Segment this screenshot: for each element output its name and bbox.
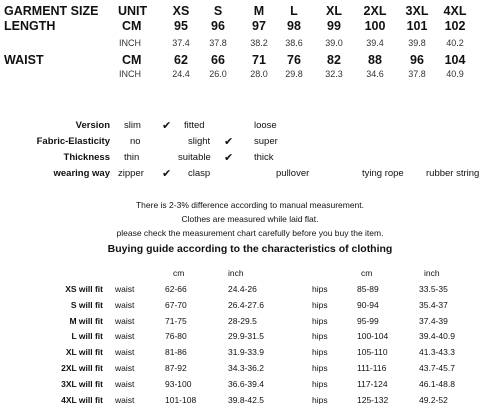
waist-cm-range: 62-66: [165, 284, 187, 294]
waist-inch-range: 24.4-26: [228, 284, 257, 294]
size-fit-label: M will fit: [69, 315, 103, 326]
length-inch-value: 38.2: [250, 38, 268, 48]
size-header-3xl: 3XL: [405, 4, 429, 18]
col-header-inch: inch: [424, 268, 440, 278]
attr-label-fabric-elasticity: Fabric-Elasticity: [36, 136, 110, 147]
length-inch-value: 39.8: [408, 38, 426, 48]
attr-option: pullover: [276, 168, 310, 179]
size-fit-label: XL will fit: [65, 347, 103, 358]
hips-inch-range: 49.2-52: [419, 394, 448, 404]
hips-label: hips: [312, 378, 328, 389]
hips-label: hips: [312, 363, 328, 373]
waist-cm-range: 71-75: [165, 315, 187, 326]
col-header-inch: inch: [228, 268, 244, 278]
waist-label: WAIST: [4, 53, 44, 67]
hips-cm-range: 95-99: [357, 315, 379, 326]
waist-inch-value: 40.9: [446, 69, 464, 79]
waist-inch-value: 37.8: [408, 69, 426, 79]
length-inch-value: 39.4: [366, 38, 384, 48]
length-cm-value: 98: [287, 19, 301, 33]
attr-option: rubber string: [426, 168, 480, 179]
hips-cm-range: 111-116: [357, 363, 387, 373]
attr-option: slight: [188, 136, 211, 147]
hips-label: hips: [312, 284, 328, 294]
size-fit-label: 2XL will fit: [61, 363, 103, 373]
hips-inch-range: 46.1-48.8: [419, 378, 455, 389]
waist-cm-range: 81-86: [165, 347, 187, 358]
waist-inch-value: 32.3: [325, 69, 343, 79]
note-line: There is 2-3% difference according to manual measurement.: [135, 200, 365, 210]
waist-inch-value: 28.0: [250, 69, 268, 79]
hips-inch-range: 33.5-35: [419, 284, 448, 294]
hips-inch-range: 37.4-39: [419, 315, 448, 326]
waist-inch-range: 28-29.5: [228, 315, 257, 326]
attr-option: super: [254, 136, 278, 147]
hips-label: hips: [312, 331, 328, 342]
length-cm-value: 101: [406, 19, 428, 33]
attr-option: slim: [124, 120, 141, 131]
attr-option: fitted: [184, 120, 205, 131]
waist-label: waist: [115, 394, 135, 404]
length-inch-value: 37.8: [209, 38, 227, 48]
note-line: Clothes are measured while laid flat.: [181, 214, 319, 224]
waist-cm-value: 88: [368, 53, 382, 67]
length-cm-value: 102: [444, 19, 466, 33]
waist-label: waist: [115, 363, 135, 373]
length-cm-value: 97: [252, 19, 266, 33]
attr-option: tying rope: [362, 168, 404, 179]
attr-option: zipper: [118, 168, 144, 179]
waist-inch-unit: INCH: [119, 69, 141, 79]
unit-header: UNIT: [118, 4, 148, 18]
size-header-4xl: 4XL: [443, 4, 467, 18]
check-icon: ✔: [162, 168, 172, 180]
waist-cm-value: 76: [287, 53, 301, 67]
waist-label: waist: [115, 299, 135, 310]
hips-cm-range: 90-94: [357, 299, 379, 310]
hips-inch-range: 41.3-43.3: [419, 347, 455, 358]
waist-inch-value: 34.6: [366, 69, 384, 79]
attr-option: thin: [124, 152, 140, 163]
buying-guide-title: Buying guide according to the characteristics of clothing: [107, 243, 393, 255]
hips-label: hips: [312, 315, 328, 326]
length-inch-value: 37.4: [172, 38, 190, 48]
waist-cm-range: 76-80: [165, 331, 187, 342]
waist-label: waist: [115, 331, 135, 342]
col-header-cm: cm: [361, 268, 373, 278]
hips-cm-range: 85-89: [357, 284, 379, 294]
hips-inch-range: 43.7-45.7: [419, 363, 455, 373]
waist-label: waist: [115, 378, 135, 389]
check-icon: ✔: [224, 136, 234, 148]
waist-cm-value: 62: [174, 53, 188, 67]
size-fit-label: S will fit: [70, 299, 103, 310]
attr-option: no: [130, 136, 141, 147]
size-fit-label: 4XL will fit: [61, 394, 103, 404]
waist-cm-range: 87-92: [165, 363, 187, 373]
hips-label: hips: [312, 299, 328, 310]
waist-inch-range: 29.9-31.5: [228, 331, 264, 342]
waist-inch-range: 34.3-36.2: [228, 363, 264, 373]
length-inch-value: 40.2: [446, 38, 464, 48]
size-header-xs: XS: [172, 4, 190, 18]
waist-cm-value: 104: [444, 53, 466, 67]
waist-cm-range: 93-100: [165, 378, 192, 389]
waist-inch-range: 26.4-27.6: [228, 299, 264, 310]
hips-inch-range: 35.4-37: [419, 299, 448, 310]
length-cm-value: 100: [364, 19, 386, 33]
attr-label-thickness: Thickness: [63, 152, 110, 163]
length-inch-unit: INCH: [119, 38, 141, 48]
waist-inch-range: 36.6-39.4: [228, 378, 264, 389]
hips-cm-range: 125-132: [357, 394, 389, 404]
size-header-s: S: [213, 4, 223, 18]
waist-cm-range: 67-70: [165, 299, 187, 310]
waist-cm-value: 66: [211, 53, 225, 67]
garment-size-header: GARMENT SIZE: [4, 4, 99, 18]
attr-label-version: Version: [75, 120, 110, 131]
hips-label: hips: [312, 394, 328, 404]
note-line: please check the measurement chart carefully before you buy the item.: [116, 228, 384, 238]
size-header-xl: XL: [326, 4, 342, 18]
waist-cm-value: 82: [327, 53, 341, 67]
length-cm-value: 95: [174, 19, 188, 33]
waist-cm-range: 101-108: [165, 394, 197, 404]
hips-cm-range: 100-104: [357, 331, 389, 342]
waist-label: waist: [115, 347, 135, 358]
length-cm-value: 99: [327, 19, 341, 33]
attr-option: clasp: [188, 168, 211, 179]
length-cm-value: 96: [211, 19, 225, 33]
length-inch-value: 39.0: [325, 38, 343, 48]
check-icon: ✔: [162, 120, 172, 132]
size-fit-label: L will fit: [71, 331, 103, 342]
waist-inch-range: 31.9-33.9: [228, 347, 264, 358]
size-header-m: M: [253, 4, 265, 18]
waist-cm-value: 96: [410, 53, 424, 67]
waist-cm-unit: CM: [122, 53, 142, 67]
attr-option: loose: [254, 120, 277, 131]
waist-cm-value: 71: [252, 53, 266, 67]
length-label: LENGTH: [4, 19, 56, 33]
size-header-l: L: [290, 4, 298, 18]
col-header-cm: cm: [173, 268, 185, 278]
waist-inch-value: 26.0: [209, 69, 227, 79]
hips-cm-range: 117-124: [357, 378, 388, 389]
check-icon: ✔: [224, 152, 234, 164]
hips-cm-range: 105-110: [357, 347, 388, 358]
waist-inch-range: 39.8-42.5: [228, 394, 264, 404]
size-header-2xl: 2XL: [363, 4, 387, 18]
waist-label: waist: [115, 284, 135, 294]
attr-option: thick: [254, 152, 274, 163]
size-fit-label: XS will fit: [65, 284, 103, 294]
waist-inch-value: 29.8: [285, 69, 303, 79]
attr-label-wearing-way: wearing way: [53, 168, 110, 179]
attr-option: suitable: [178, 152, 211, 163]
waist-label: waist: [115, 315, 135, 326]
length-inch-value: 38.6: [285, 38, 303, 48]
hips-label: hips: [312, 347, 328, 358]
size-fit-label: 3XL will fit: [61, 378, 103, 389]
length-cm-unit: CM: [122, 19, 142, 33]
hips-inch-range: 39.4-40.9: [419, 331, 455, 342]
waist-inch-value: 24.4: [172, 69, 190, 79]
